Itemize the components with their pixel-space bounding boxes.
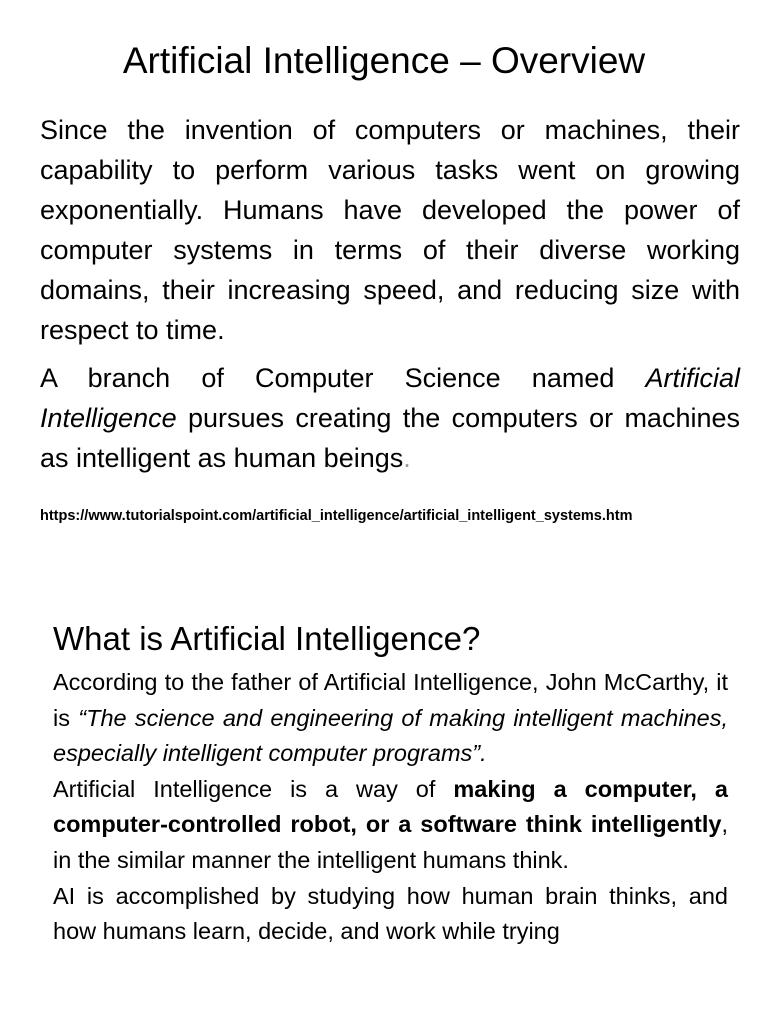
paragraph-accomplished-text: AI is accomplished by studying how human brain thinks, and how humans learn, decide, and work while trying [53, 882, 728, 945]
paragraph-accomplished [53, 879, 728, 950]
slide-title: What is Artificial Intelligence? [53, 620, 481, 657]
trailing-period: . [403, 443, 411, 473]
emphasis-ai: Artificial Intelligence [40, 363, 740, 433]
paragraph-definition-end: , in the similar manner the intelligent humans think. [53, 811, 728, 873]
paragraph-mccarthy-start: According to the father of Artificial Intelligence, John McCarthy, it is [53, 669, 728, 731]
slide-body [53, 665, 728, 950]
definition-emphasis: making a computer, a computer-controlled robot, or a software think intelligently [53, 775, 728, 838]
paragraph-mccarthy [53, 665, 728, 772]
paragraph-branch [40, 358, 740, 478]
paragraph-branch-end: pursues creating the computers or machines as intelligent as human beings [40, 403, 740, 473]
paragraph-invention-text: Since the invention of computers or machines, their capability to perform various tasks went on growing exponentially. Humans have developed the power of computer systems in terms of their diverse working domains, their increasing speed, and reducing size with respect to time. [40, 115, 740, 345]
slide-what-is-ai [0, 600, 768, 1024]
slide-body [40, 110, 740, 486]
source-url: https://www.tutorialspoint.com/artificial_intelligence/artificial_intelligent_systems.htm [40, 508, 633, 524]
mccarthy-quote: “The science and engineering of making intelligent machines, especially intelligent computer programs”. [53, 704, 729, 767]
paragraph-definition-start: Artificial Intelligence is a way of [53, 775, 454, 802]
paragraph-branch-start: A branch of Computer Science named [40, 363, 646, 393]
paragraph-invention [40, 110, 740, 350]
slide-title: Artificial Intelligence – Overview [122, 40, 646, 81]
paragraph-definition [53, 772, 728, 879]
